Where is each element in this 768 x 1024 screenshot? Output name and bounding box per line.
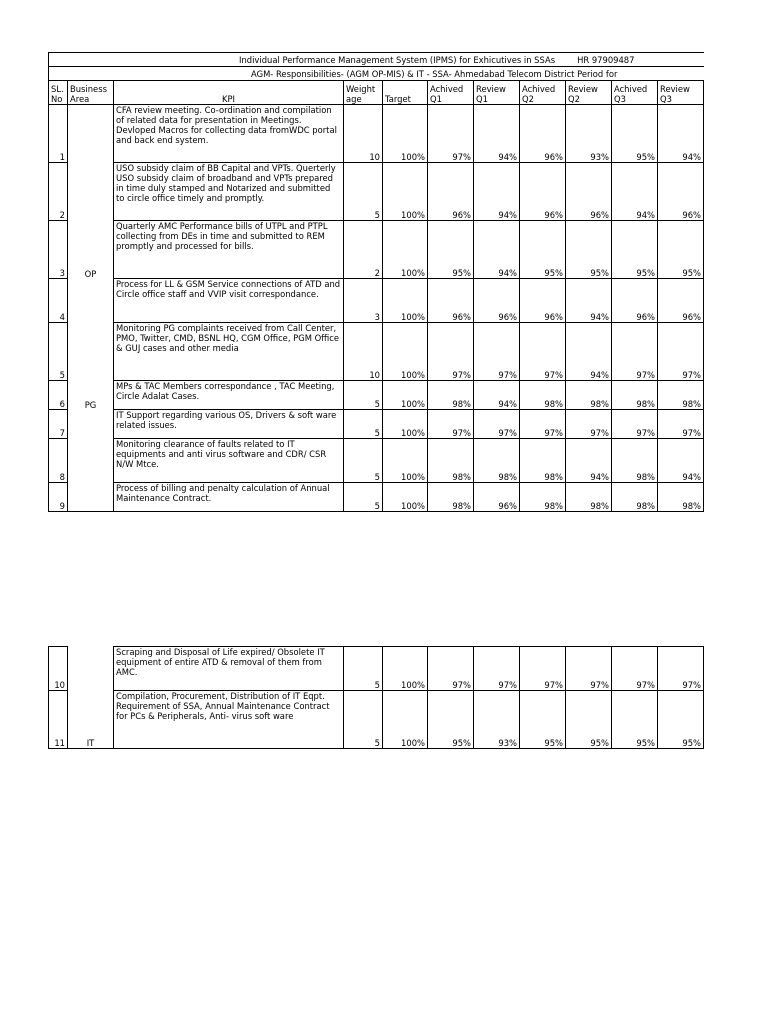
row-achieved-q3: 97% xyxy=(612,323,658,381)
row-target: 100% xyxy=(383,483,428,512)
row-weightage: 5 xyxy=(344,647,383,691)
row-target: 100% xyxy=(383,221,428,279)
row-achieved-q1: 97% xyxy=(428,323,474,381)
table-row xyxy=(49,323,704,381)
table-row xyxy=(49,221,704,279)
row-review-q1: 97% xyxy=(474,410,520,439)
table-body-page-1 xyxy=(49,105,704,512)
table-body-page-2 xyxy=(49,647,704,749)
title-row xyxy=(49,53,704,67)
header-achieved-q3: Achived Q3 xyxy=(612,81,658,105)
table-row xyxy=(49,381,704,410)
row-business-area: IT xyxy=(68,691,114,749)
row-review-q1: 94% xyxy=(474,105,520,163)
row-review-q2: 93% xyxy=(566,105,612,163)
row-achieved-q1: 95% xyxy=(428,691,474,749)
row-target: 100% xyxy=(383,691,428,749)
row-review-q2: 94% xyxy=(566,323,612,381)
row-achieved-q1: 97% xyxy=(428,647,474,691)
row-business-area xyxy=(68,439,114,483)
table-row xyxy=(49,279,704,323)
row-weightage: 10 xyxy=(344,323,383,381)
row-business-area: PG xyxy=(68,381,114,410)
header-weightage: Weightage xyxy=(344,81,383,105)
row-achieved-q1: 98% xyxy=(428,483,474,512)
header-row xyxy=(49,81,704,105)
subtitle-row xyxy=(49,67,704,81)
row-review-q2: 97% xyxy=(566,647,612,691)
row-achieved-q2: 97% xyxy=(520,410,566,439)
row-achieved-q3: 95% xyxy=(612,105,658,163)
row-achieved-q2: 96% xyxy=(520,163,566,221)
document-title: Individual Performance Management System (IPMS) for Exhicutives in SSAs xyxy=(239,54,556,65)
row-review-q3: 97% xyxy=(658,647,704,691)
table-row xyxy=(49,439,704,483)
row-review-q3: 96% xyxy=(658,163,704,221)
row-kpi: CFA review meeting. Co-ordination and compilation of related data for presentation in Meetings. Devloped Macros for collecting data fromWDC portal and back end system. xyxy=(114,105,344,163)
header-review-q2: Review Q2 xyxy=(566,81,612,105)
row-achieved-q2: 95% xyxy=(520,221,566,279)
document-subtitle: AGM- Responsibilities- (AGM OP-MIS) & IT - SSA- Ahmedabad Telecom District Period for xyxy=(49,67,704,81)
row-achieved-q1: 97% xyxy=(428,410,474,439)
row-target: 100% xyxy=(383,410,428,439)
header-achieved-q2: Achived Q2 xyxy=(520,81,566,105)
row-target: 100% xyxy=(383,163,428,221)
row-achieved-q2: 97% xyxy=(520,647,566,691)
row-review-q3: 97% xyxy=(658,323,704,381)
row-weightage: 5 xyxy=(344,691,383,749)
header-area: Business Area xyxy=(68,81,114,105)
row-business-area: OP xyxy=(68,221,114,279)
row-achieved-q1: 98% xyxy=(428,381,474,410)
row-review-q2: 95% xyxy=(566,691,612,749)
header-review-q1: Review Q1 xyxy=(474,81,520,105)
row-target: 100% xyxy=(383,647,428,691)
row-business-area xyxy=(68,163,114,221)
row-review-q3: 94% xyxy=(658,439,704,483)
row-business-area xyxy=(68,323,114,381)
row-achieved-q3: 98% xyxy=(612,381,658,410)
row-kpi: USO subsidy claim of BB Capital and VPTs. Querterly USO subsidy claim of broadband and VPTs prepared in time duly stamped and Notarized and submitted to circle office timely and promptly. xyxy=(114,163,344,221)
row-sl-number: 10 xyxy=(49,647,68,691)
row-achieved-q3: 94% xyxy=(612,163,658,221)
row-weightage: 5 xyxy=(344,163,383,221)
row-achieved-q3: 97% xyxy=(612,647,658,691)
row-sl-number: 4 xyxy=(49,279,68,323)
row-review-q1: 93% xyxy=(474,691,520,749)
header-sl: SL. No xyxy=(49,81,68,105)
row-weightage: 5 xyxy=(344,381,383,410)
row-target: 100% xyxy=(383,279,428,323)
row-sl-number: 5 xyxy=(49,323,68,381)
row-achieved-q3: 96% xyxy=(612,279,658,323)
row-sl-number: 11 xyxy=(49,691,68,749)
row-achieved-q2: 98% xyxy=(520,439,566,483)
row-review-q3: 96% xyxy=(658,279,704,323)
table-row xyxy=(49,647,704,691)
row-review-q3: 98% xyxy=(658,381,704,410)
row-review-q1: 97% xyxy=(474,647,520,691)
row-business-area xyxy=(68,410,114,439)
row-achieved-q3: 95% xyxy=(612,221,658,279)
row-review-q1: 98% xyxy=(474,439,520,483)
row-achieved-q1: 97% xyxy=(428,105,474,163)
row-review-q3: 95% xyxy=(658,691,704,749)
row-sl-number: 2 xyxy=(49,163,68,221)
row-kpi: IT Support regarding various OS, Drivers & soft ware related issues. xyxy=(114,410,344,439)
row-review-q2: 98% xyxy=(566,483,612,512)
row-review-q2: 94% xyxy=(566,439,612,483)
row-achieved-q2: 97% xyxy=(520,323,566,381)
row-weightage: 3 xyxy=(344,279,383,323)
row-achieved-q2: 96% xyxy=(520,105,566,163)
row-review-q2: 96% xyxy=(566,163,612,221)
row-review-q3: 97% xyxy=(658,410,704,439)
row-review-q3: 94% xyxy=(658,105,704,163)
table-row xyxy=(49,163,704,221)
row-review-q3: 98% xyxy=(658,483,704,512)
row-target: 100% xyxy=(383,381,428,410)
row-review-q2: 94% xyxy=(566,279,612,323)
row-achieved-q3: 95% xyxy=(612,691,658,749)
row-weightage: 5 xyxy=(344,483,383,512)
ipms-table-page-1 xyxy=(48,52,704,512)
row-business-area xyxy=(68,647,114,691)
row-sl-number: 3 xyxy=(49,221,68,279)
row-review-q1: 96% xyxy=(474,279,520,323)
row-achieved-q3: 98% xyxy=(612,439,658,483)
row-review-q2: 97% xyxy=(566,410,612,439)
row-achieved-q2: 98% xyxy=(520,483,566,512)
ipms-table-page-2 xyxy=(48,646,704,749)
header-achieved-q1: Achived Q1 xyxy=(428,81,474,105)
row-target: 100% xyxy=(383,439,428,483)
row-kpi: Quarterly AMC Performance bills of UTPL and PTPL collecting from DEs in time and submitted to REM promptly and processed for bills. xyxy=(114,221,344,279)
row-achieved-q2: 95% xyxy=(520,691,566,749)
row-target: 100% xyxy=(383,323,428,381)
table-row xyxy=(49,105,704,163)
row-review-q1: 94% xyxy=(474,381,520,410)
row-weightage: 5 xyxy=(344,439,383,483)
row-review-q3: 95% xyxy=(658,221,704,279)
row-kpi: Process for LL & GSM Service connections of ATD and Circle office staff and VVIP visit correspondance. xyxy=(114,279,344,323)
row-achieved-q3: 97% xyxy=(612,410,658,439)
row-kpi: MPs & TAC Members correspondance , TAC Meeting, Circle Adalat Cases. xyxy=(114,381,344,410)
row-weightage: 5 xyxy=(344,410,383,439)
hr-number: HR 97909487 xyxy=(577,54,635,65)
row-kpi: Monitoring PG complaints received from Call Center, PMO, Twitter, CMD, BSNL HQ, CGM Office, PGM Office & GUJ cases and other media xyxy=(114,323,344,381)
row-kpi: Monitoring clearance of faults related to IT equipments and anti virus software and CDR/ CSR N/W Mtce. xyxy=(114,439,344,483)
row-review-q2: 98% xyxy=(566,381,612,410)
row-sl-number: 1 xyxy=(49,105,68,163)
row-achieved-q1: 96% xyxy=(428,279,474,323)
table-row xyxy=(49,410,704,439)
row-achieved-q1: 95% xyxy=(428,221,474,279)
table-row xyxy=(49,483,704,512)
row-achieved-q1: 98% xyxy=(428,439,474,483)
header-kpi: KPI xyxy=(114,81,344,105)
row-achieved-q3: 98% xyxy=(612,483,658,512)
row-review-q1: 94% xyxy=(474,221,520,279)
row-achieved-q2: 96% xyxy=(520,279,566,323)
row-achieved-q1: 96% xyxy=(428,163,474,221)
header-target: Target xyxy=(383,81,428,105)
title-cell xyxy=(49,53,704,67)
row-sl-number: 6 xyxy=(49,381,68,410)
row-sl-number: 7 xyxy=(49,410,68,439)
row-review-q1: 97% xyxy=(474,323,520,381)
row-weightage: 2 xyxy=(344,221,383,279)
row-sl-number: 8 xyxy=(49,439,68,483)
row-weightage: 10 xyxy=(344,105,383,163)
row-review-q2: 95% xyxy=(566,221,612,279)
row-kpi: Compilation, Procurement, Distribution of IT Eqpt. Requirement of SSA, Annual Maintenance Contract for PCs & Peripherals, Anti- virus soft ware xyxy=(114,691,344,749)
row-review-q1: 96% xyxy=(474,483,520,512)
row-kpi: Process of billing and penalty calculation of Annual Maintenance Contract. xyxy=(114,483,344,512)
row-kpi: Scraping and Disposal of Life expired/ Obsolete IT equipment of entire ATD & removal of them from AMC. xyxy=(114,647,344,691)
row-achieved-q2: 98% xyxy=(520,381,566,410)
row-target: 100% xyxy=(383,105,428,163)
row-review-q1: 94% xyxy=(474,163,520,221)
row-business-area xyxy=(68,483,114,512)
header-review-q3: Review Q3 xyxy=(658,81,704,105)
row-sl-number: 9 xyxy=(49,483,68,512)
row-business-area xyxy=(68,105,114,163)
table-row xyxy=(49,691,704,749)
row-business-area xyxy=(68,279,114,323)
